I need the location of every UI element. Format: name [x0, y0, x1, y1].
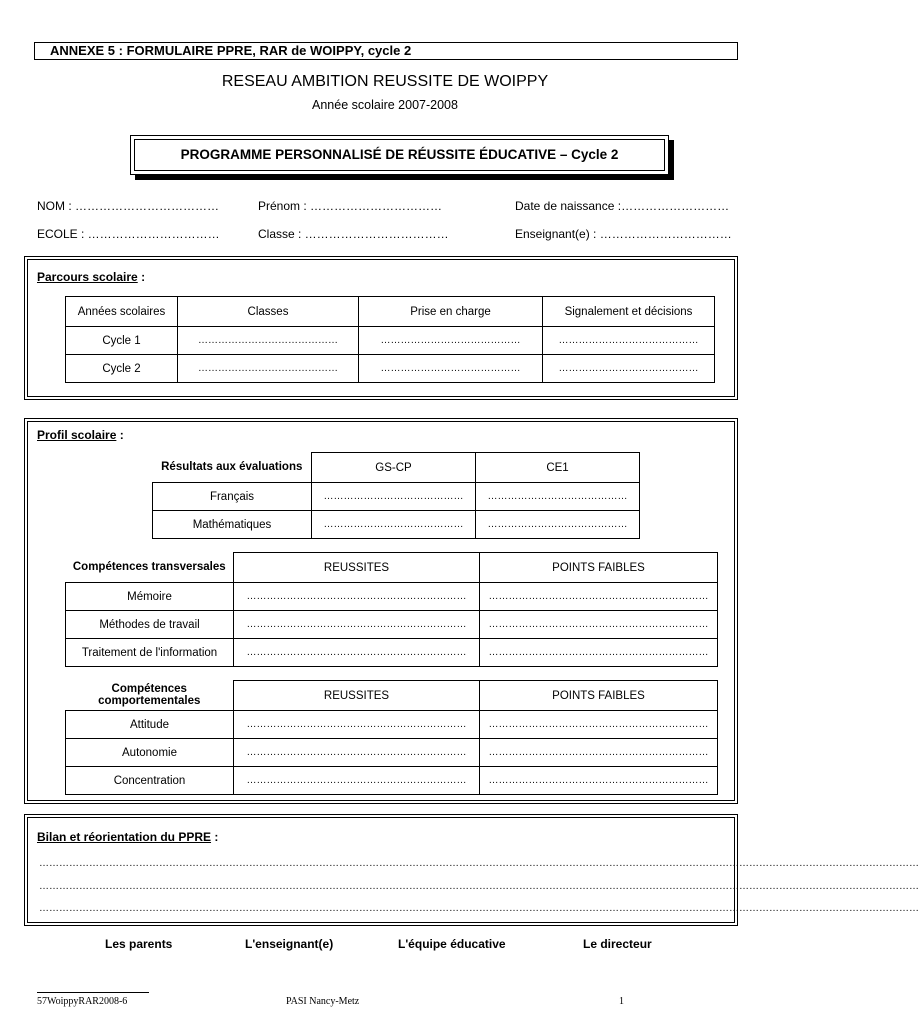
table-row	[153, 483, 640, 511]
fill-cell[interactable]: ……………………………………	[359, 355, 543, 383]
signature-teacher: L'enseignant(e)	[245, 937, 334, 951]
fill-cell[interactable]: …………………………………………………………	[480, 767, 718, 795]
annex-title: ANNEXE 5 : FORMULAIRE PPRE, RAR de WOIPPY, cycle 2	[34, 42, 738, 60]
table-row	[66, 355, 715, 383]
class-field[interactable]: Classe : ………………………………	[258, 227, 449, 241]
row-label: Cycle 2	[66, 355, 178, 383]
bilan-section	[24, 814, 919, 926]
fill-cell[interactable]: …………………………………………………………	[234, 639, 480, 667]
evaluations-header: Résultats aux évaluations	[161, 461, 303, 474]
col-header-reussites: REUSSITES	[234, 681, 480, 711]
row-label: Français	[153, 483, 312, 511]
bilan-line[interactable]: …………………………………………………………………………………………………………………………………………………………………………………………………………………………………………	[39, 903, 919, 914]
row-label: Méthodes de travail	[66, 611, 234, 639]
fill-cell[interactable]: …………………………………………………………	[234, 611, 480, 639]
row-label: Autonomie	[66, 739, 234, 767]
col-header-points-faibles: POINTS FAIBLES	[480, 553, 718, 583]
fill-cell[interactable]: ……………………………………	[543, 327, 715, 355]
col-header-reussites: REUSSITES	[234, 553, 480, 583]
signature-team: L'équipe éducative	[398, 937, 506, 951]
table-row	[66, 639, 718, 667]
fill-cell[interactable]: …………………………………………………………	[480, 611, 718, 639]
col-header-gscp: GS-CP	[312, 453, 476, 483]
signature-parents: Les parents	[105, 937, 173, 951]
profil-section	[24, 418, 738, 804]
footer-center: PASI Nancy-Metz	[286, 996, 360, 1007]
fill-cell[interactable]: ……………………………………	[178, 327, 359, 355]
fill-cell[interactable]: ……………………………………	[476, 483, 640, 511]
col-header-points-faibles: POINTS FAIBLES	[480, 681, 718, 711]
comportementales-table	[65, 680, 718, 795]
profil-title: Profil scolaire :	[37, 428, 124, 442]
school-field[interactable]: ECOLE : ……………………………	[37, 227, 220, 241]
fill-cell[interactable]: …………………………………………………………	[480, 639, 718, 667]
row-label: Attitude	[66, 711, 234, 739]
fill-cell[interactable]: ……………………………………	[312, 483, 476, 511]
fill-cell[interactable]: ……………………………………	[359, 327, 543, 355]
program-title: PROGRAMME PERSONNALISÉ DE RÉUSSITE ÉDUCATIVE – Cycle 2	[134, 139, 665, 171]
name-field[interactable]: NOM : ………………………………	[37, 199, 219, 213]
table-row	[66, 767, 718, 795]
col-header-classes: Classes	[178, 297, 359, 327]
evaluations-table	[152, 452, 640, 539]
col-header-decisions: Signalement et décisions	[543, 297, 715, 327]
parcours-title: Parcours scolaire :	[37, 270, 146, 284]
fill-cell[interactable]: ……………………………………	[312, 511, 476, 539]
fill-cell[interactable]: …………………………………………………………	[234, 711, 480, 739]
fill-cell[interactable]: …………………………………………………………	[480, 739, 718, 767]
footer-reference: 57WoippyRAR2008-6	[37, 996, 128, 1007]
table-row	[66, 739, 718, 767]
network-title: RESEAU AMBITION REUSSITE DE WOIPPY	[221, 73, 549, 90]
row-label: Cycle 1	[66, 327, 178, 355]
bilan-line[interactable]: …………………………………………………………………………………………………………………………………………………………………………………………………………………………………………	[39, 858, 919, 869]
comportementales-header: Compétences comportementales	[98, 683, 201, 708]
row-label: Concentration	[66, 767, 234, 795]
bilan-title: Bilan et réorientation du PPRE :	[37, 830, 219, 844]
row-label: Mémoire	[66, 583, 234, 611]
fill-cell[interactable]: ……………………………………	[476, 511, 640, 539]
row-label: Traitement de l'information	[66, 639, 234, 667]
school-year: Année scolaire 2007-2008	[312, 98, 458, 112]
fill-cell[interactable]: …………………………………………………………	[234, 583, 480, 611]
table-row	[153, 511, 640, 539]
teacher-field[interactable]: Enseignant(e) : ……………………………	[515, 227, 732, 241]
table-row	[66, 611, 718, 639]
col-header-support: Prise en charge	[359, 297, 543, 327]
signature-director: Le directeur	[583, 937, 652, 951]
table-row	[66, 583, 718, 611]
footer-rule	[37, 992, 149, 993]
fill-cell[interactable]: …………………………………………………………	[480, 711, 718, 739]
col-header-years: Années scolaires	[66, 297, 178, 327]
birthdate-field[interactable]: Date de naissance :………………………	[515, 199, 730, 213]
table-row	[66, 327, 715, 355]
fill-cell[interactable]: ……………………………………	[178, 355, 359, 383]
fill-cell[interactable]: …………………………………………………………	[234, 739, 480, 767]
parcours-section	[24, 256, 738, 400]
row-label: Mathématiques	[153, 511, 312, 539]
fill-cell[interactable]: ……………………………………	[543, 355, 715, 383]
parcours-table	[65, 296, 715, 383]
bilan-line[interactable]: …………………………………………………………………………………………………………………………………………………………………………………………………………………………………………	[39, 881, 919, 892]
transversales-header: Compétences transversales	[72, 561, 226, 574]
firstname-field[interactable]: Prénom : ……………………………	[258, 199, 443, 213]
page-number: 1	[619, 996, 624, 1007]
program-title-box	[130, 135, 669, 175]
transversales-table	[65, 552, 718, 667]
table-row	[66, 711, 718, 739]
col-header-ce1: CE1	[476, 453, 640, 483]
fill-cell[interactable]: …………………………………………………………	[480, 583, 718, 611]
fill-cell[interactable]: …………………………………………………………	[234, 767, 480, 795]
